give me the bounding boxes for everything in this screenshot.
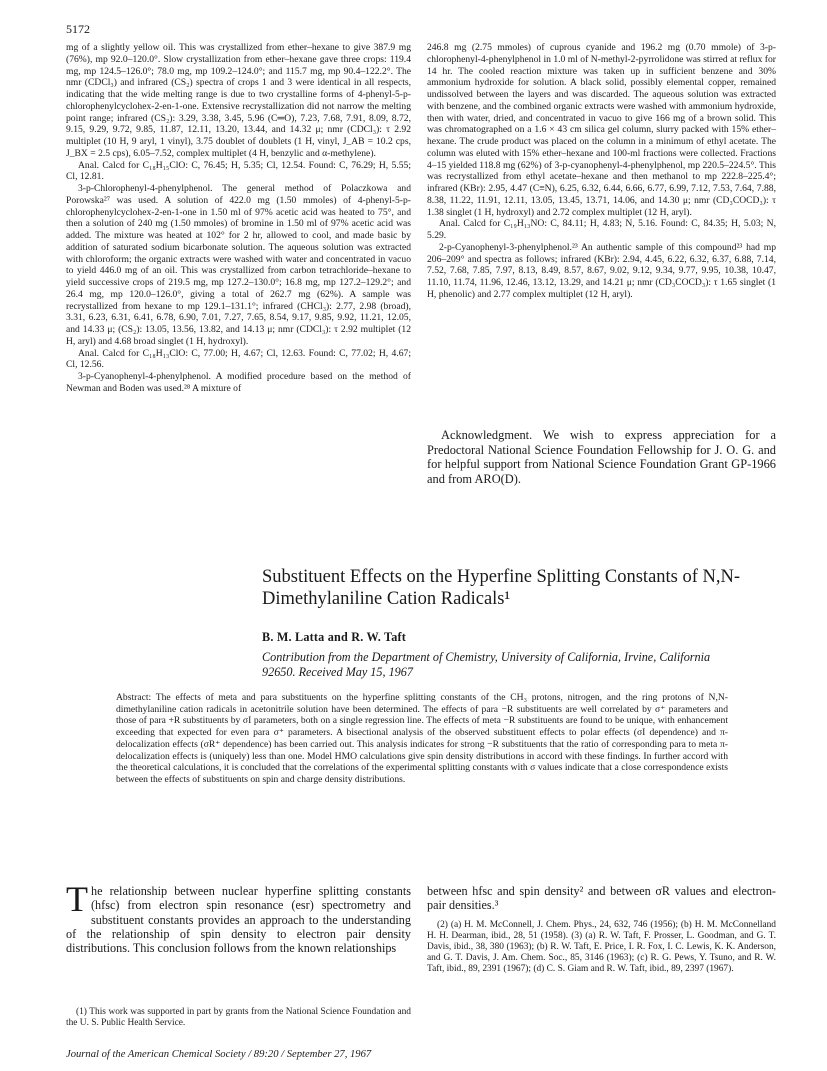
page-number: 5172 <box>66 22 90 36</box>
intro-right: between hfsc and spin density² and between σR values and electron-pair densities.³ <box>427 884 776 913</box>
article-authors: B. M. Latta and R. W. Taft <box>262 630 407 644</box>
footnote-left: (1) This work was supported in part by grants from the National Science Foundation and the U. S. Public Health Service. <box>66 1007 411 1028</box>
article-affiliation: Contribution from the Department of Chemistry, University of California, Irvine, California 92650. Received May 15, 1967 <box>262 650 711 679</box>
right-paragraph: 246.8 mg (2.75 mmoles) of cuprous cyanide and 196.2 mg (0.70 mmole) of 3-p-chlorophenyl-4-phenylphenol in 1.0 ml of N-methyl-2-pyrrolidone was stirred at reflux for 14 hr. The cooled reaction mixture was taken up in sufficient benzene and 30% ammonium hydroxide for solution. A black solid, possibly elemental copper, remained undissolved between the layers and was discarded. The aqueous solution was extracted with benzene, and the combined organic extracts were washed with ammonium hydroxide, then with water, dried, and concentrated in vacuo to give 166 mg of a brown solid. This was chromatographed on a 1.6 × 43 cm silica gel column, slurry packed with 15% ether–hexane. The crude product was placed on the column in a minimum of ethyl acetate. The column was eluted with 15% ether–hexane and 100-ml fractions were collected. Fractions 4–15 yielded 118.8 mg (62%) of 3-p-cyanophenyl-4-phenylphenol, mp 220.5–224.5°. This was recrystallized from ethyl acetate–hexane and then methanol to mp 222.8–225.4°; infrared (KBr): 2.95, 4.47 (C≡N), 6.25, 6.32, 6.44, 6.66, 6.77, 6.99, 7.12, 7.53, 7.64, 7.88, 8.38, 11.22, 11.91, 12.11, 13.05, 13.45, 13.71, 14.06, and 14.30 μ; nmr (CD₃COCD₃): τ 1.38 singlet (1 H, hydroxyl) and 2.72 complex multiplet (12 H, aryl). <box>427 42 776 218</box>
footnote-right: (2) (a) H. M. McConnell, J. Chem. Phys., 24, 632, 746 (1956); (b) H. M. McConnelland H. H. Dearman, ibid., 28, 51 (1958). (3) (a) R. W. Taft, F. Prosser, L. Goodman, and G. T. Davis, ibid., 38, 380 (1963); (b) R. W. Taft, E. Price, I. R. Fox, I. C. Lewis, K. K. Anderson, and G. T. Davis, J. Am. Chem. Soc., 85, 3146 (1963); (c) R. G. Pews, Y. Tsuno, and R. W. Taft, ibid., 89, 2391 (1967); (d) C. S. Giam and R. W. Taft, ibid., 89, 2397 (1967). <box>427 920 776 974</box>
left-paragraph: Anal. Calcd for C₁₈H₁₅ClO: C, 76.45; H, 5.35; Cl, 12.54. Found: C, 76.29; H, 5.55; Cl, 12.81. <box>66 159 411 183</box>
right-paragraph: Anal. Calcd for C₁₉H₁₃NO: C, 84.11; H, 4.83; N, 5.16. Found: C, 84.35; H, 5.03; N, 5.29. <box>427 218 776 241</box>
intro-left <box>66 879 411 956</box>
drop-cap: T <box>66 879 88 919</box>
left-paragraph: 3-p-Chlorophenyl-4-phenylphenol. The general method of Polaczkowa and Porowska²⁷ was used. A solution of 422.0 mg (1.50 mmoles) of 4-phenyl-5-p-chlorophenylcyclohex-2-en-1-one in 1.50 ml of 97% acetic acid was heated to 75°, and then a solution of 240 mg (1.50 mmoles) of bromine in 1.50 ml of 97% acetic acid was added. The mixture was heated at 102° for 2 hr, allowed to cool, and made basic by addition of saturated sodium bicarbonate solution. The aqueous solution was extracted with chloroform; the organic extracts were washed with water and concentrated in vacuo to yield 446.0 mg of an oil. This was crystallized from carbon tetrachloride–hexane to yield successive crops of 219.5 mg, mp 127.2–130.0°; 16.8 mg, mp 127.2–129.2°; and 26.4 mg, mp 120.0–126.0°, giving a total of 262.7 mg (62%). A sample was recrystallized from hexane to mp 129.1–131.1°; infrared (CHCl₃): 2.77, 2.98 (broad), 3.31, 6.23, 6.31, 6.41, 6.78, 6.90, 7.01, 7.27, 7.65, 8.54, 9.17, 9.85, 9.92, 11.21, 12.05, and 14.33 μ; (CS₂): 13.05, 13.56, 13.82, and 14.13 μ; nmr (CDCl₃): τ 2.92 multiplet (12 H, aryl) and 4.68 broad singlet (1 H, hydroxyl). <box>66 183 411 347</box>
left-paragraph: Anal. Calcd for C₁₈H₁₃ClO: C, 77.00; H, 4.67; Cl, 12.63. Found: C, 77.02; H, 4.67; Cl, 12.56. <box>66 347 411 371</box>
journal-footer: Journal of the American Chemical Society / 89:20 / September 27, 1967 <box>66 1049 372 1060</box>
right-column <box>427 42 776 301</box>
intro-text: he relationship between nuclear hyperfine splitting constants (hfsc) from electron spin resonance (esr) spectrometry and substituent constants provides an approach to the understanding of the relationship of spin density to electron pair density distributions. This conclusion follows from the known relationships <box>66 884 411 956</box>
left-paragraph: 3-p-Cyanophenyl-4-phenylphenol. A modified procedure based on the method of Newman and Boden was used.²⁸ A mixture of <box>66 371 411 394</box>
left-paragraph: mg of a slightly yellow oil. This was crystallized from ether–hexane to give 387.9 mg (76%), mp 92.0–120.0°. Slow crystallization from ether–hexane gave three crops: 119.4 mg, mp 124.5–126.0°; 78.0 mg, mp 109.2–124.0°; and 115.7 mg, mp 90.4–122.2°. The nmr (CDCl₃) and infrared (CS₂) spectra of crops 1 and 3 were identical in all respects, indicating that the wide melting range is due to two crystalline forms of 4-phenyl-5-p-chlorophenylcyclohex-2-en-1-one. Extensive recrystallization did not narrow the melting point range; infrared (CS₂): 3.29, 3.38, 3.45, 5.96 (C═O), 7.23, 7.68, 7.91, 8.09, 8.72, 9.15, 9.29, 9.72, 9.85, 11.87, 12.11, 13.20, 13.44, and 14.32 μ; nmr (CDCl₃): τ 2.92 multiplet (10 H, 9 aryl, 1 vinyl), 3.75 doublet of doublets (1 H, vinyl, J_AB = 10.2 cps, J_BX = 2.5 cps), 6.05–7.52, complex multiplet (4 H, benzylic and α-methylene). <box>66 42 411 159</box>
right-paragraph: 2-p-Cyanophenyl-3-phenylphenol.²³ An authentic sample of this compound²³ had mp 206–209° and spectra as follows; infrared (KBr): 2.94, 4.45, 6.22, 6.32, 6.37, 6.88, 7.14, 7.52, 7.68, 7.85, 7.97, 8.13, 8.49, 8.57, 8.67, 9.02, 9.12, 9.34, 9.77, 9.95, 10.38, 10.47, 11.10, 11.74, 11.96, 12.46, 13.12, 13.29, and 14.21 μ; nmr (CD₃COCD₃): τ 1.65 singlet (1 H, phenolic) and 2.77 complex multiplet (12 H, aryl). <box>427 241 776 300</box>
article-abstract: Abstract: The effects of meta and para substituents on the hyperfine splitting constants of the CH₃ protons, nitrogen, and the ring protons of N,N-dimethylaniline cation radicals in acetonitrile solution have been determined. The effects of para −R substituents are well correlated by σ⁺ parameters and those of para +R substituents by σI parameters, both on a single regression line. The effects of meta −R substituents are found to be unique, with enhancement exceeding that expected for even para σ⁺ parameters. A bisectional analysis of the observed substituent effects to polar effects (σI dependence) and π-delocalization effects (σR⁺ dependence) has been carried out. This analysis indicates for strong −R substituents that the ratio of corresponding para to meta π-delocalization effects is (uniquely) less than one. Model HMO calculations give spin density distributions in accord with these findings. In further accord with the theoretical calculations, it is concluded that the correlations of the experimental splitting constants with σ values indicate that a close correspondence exists between the effects of substituents on spin and charge density distributions. <box>116 692 728 785</box>
left-column <box>66 42 411 395</box>
article-title: Substituent Effects on the Hyperfine Splitting Constants of N,N-Dimethylaniline Cation Radicals¹ <box>262 567 741 609</box>
acknowledgment: Acknowledgment. We wish to express appreciation for a Predoctoral National Science Foundation Fellowship for J. O. G. and for helpful support from National Science Foundation Grant GP-1966 and from ARO(D). <box>427 428 776 486</box>
